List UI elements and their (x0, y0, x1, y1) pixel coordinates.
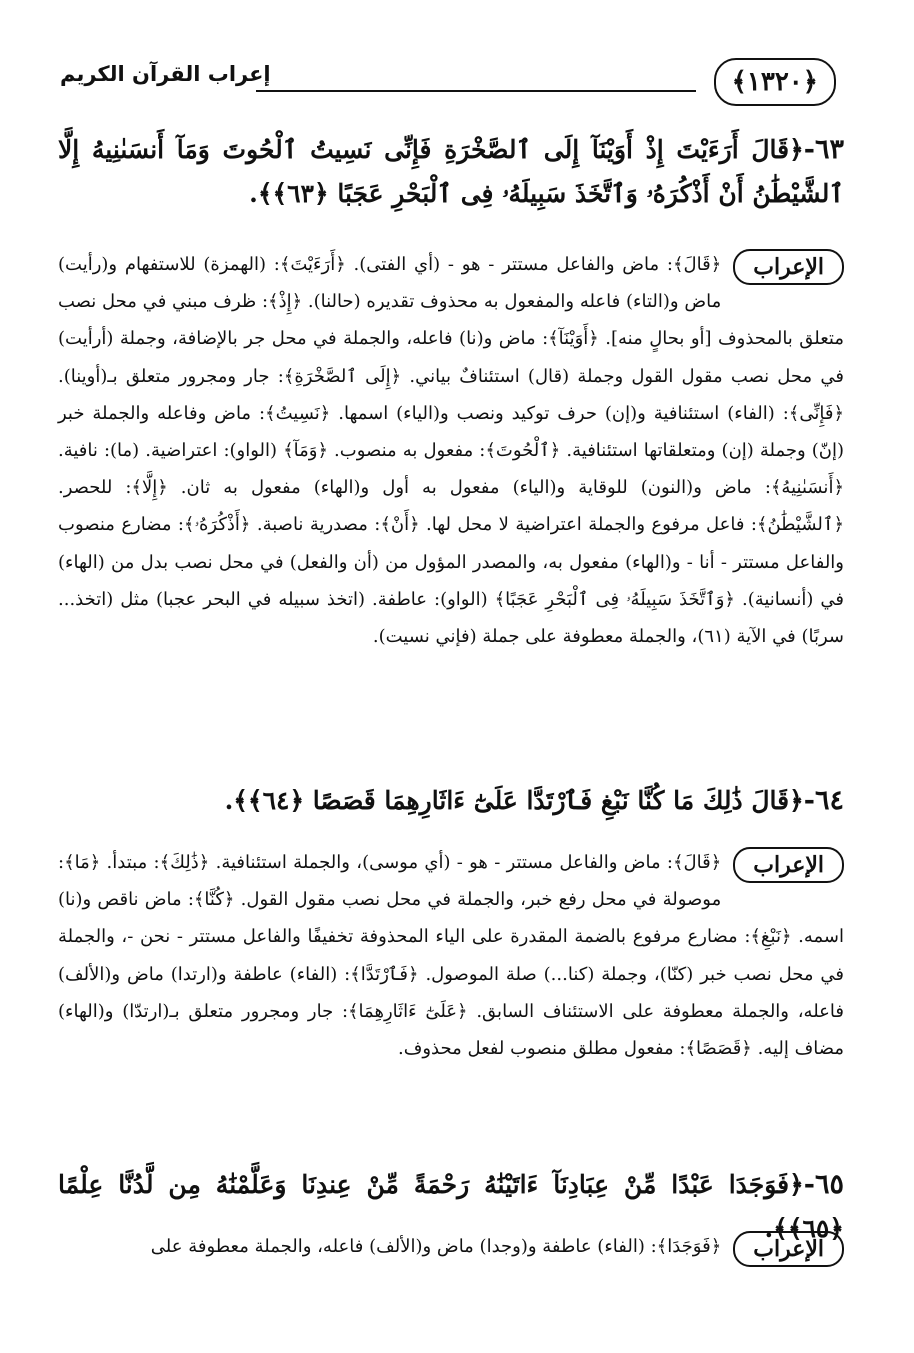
header-rule (256, 90, 696, 92)
verse-63 (58, 128, 844, 216)
irab-label: الإعراب (733, 847, 844, 883)
verse-number: ٦٥- (803, 1169, 844, 1200)
verse-number: ٦٤- (803, 785, 844, 816)
book-title: إعراب القرآن الكريم (60, 62, 271, 86)
irab-block-63 (58, 246, 844, 655)
irab-text: ﴿قَالَ﴾: ماض والفاعل مستتر - هو - (أي موسى)، والجملة استئنافية. ﴿ذَٰلِكَ﴾: مبتدأ. ﴿مَا﴾: موصولة في محل رفع خبر، والجملة في محل نصب مقول القول. ﴿كُنَّا﴾: ماض ناقص و(نا) اسمه. ﴿نَبْغِ﴾: مضارع مرفوع بالضمة المقدرة على الياء المحذوفة تخفيفًا والفاعل مستتر - نحن -، والجملة في محل نصب خبر (كنّا)، وجملة (كنا...) صلة الموصول. ﴿فَٱرْتَدَّا﴾: (الفاء) عاطفة و(ارتدا) ماض و(الألف) فاعله، والجملة معطوفة على الاستئناف السابق. ﴿عَلَىٰٓ ءَاثَارِهِمَا﴾: جار ومجرور متعلق بـ(ارتدّا) و(الهاء) مضاف إليه. ﴿قَصَصًا﴾: مفعول مطلق منصوب لفعل محذوف. (58, 852, 844, 1060)
irab-block-64 (58, 844, 844, 1067)
verse-text: ﴿قَالَ ذَٰلِكَ مَا كُنَّا نَبْغِ فَٱرْتَدَّا عَلَىٰٓ ءَاثَارِهِمَا قَصَصًا ﴿٦٤﴾﴾. (224, 786, 804, 815)
verse-64 (58, 779, 844, 823)
verse-number: ٦٣- (803, 134, 844, 165)
irab-text: ﴿فَوَجَدَا﴾: (الفاء) عاطفة و(وجدا) ماض و(الألف) فاعله، والجملة معطوفة على (150, 1236, 722, 1257)
page-number: ﴿١٣٢٠﴾ (714, 58, 836, 106)
irab-text: ﴿قَالَ﴾: ماض والفاعل مستتر - هو - (أي الفتى). ﴿أَرَءَيْتَ﴾: (الهمزة) للاستفهام و(رأيت) ماض و(التاء) فاعله والمفعول به محذوف تقديره (حالنا). ﴿إِذْ﴾: ظرف مبني في محل نصب متعلق بالمحذوف [أو بحالٍ منه]. ﴿أَوَيْنَآ﴾: ماض و(نا) فاعله، والجملة في محل جر بالإضافة، وجملة (أرأيت) في محل نصب مقول القول وجملة (قال) استئنافٌ بياني. ﴿إِلَى ٱلصَّخْرَةِ﴾: جار ومجرور متعلق بـ(أوينا). ﴿فَإِنِّى﴾: (الفاء) استئنافية و(إن) حرف توكيد ونصب و(الياء) اسمها. ﴿نَسِيتُ﴾: ماض وفاعله والجملة خبر (إنّ) وجملة (إن) ومتعلقاتها استئنافية. ﴿ٱلْحُوتَ﴾: مفعول به منصوب. ﴿وَمَآ﴾ (الواو): اعتراضية. (ما): نافية. ﴿أَنسَىٰنِيهُ﴾: ماض و(النون) للوقاية و(الياء) مفعول به أول و(الهاء) مفعول به ثان. ﴿إِلَّا﴾: للحصر. ﴿ٱلشَّيْطَٰنُ﴾: فاعل مرفوع والجملة اعتراضية لا محل لها. ﴿أَنْ﴾: مصدرية ناصبة. ﴿أَذْكُرَهُۥ﴾: مضارع منصوب والفاعل مستتر - أنا - و(الهاء) مفعول به، والمصدر المؤول من (أن والفعل) في محل نصب بدل من (الهاء) في (أنسانية). ﴿وَٱتَّخَذَ سَبِيلَهُۥ فِى ٱلْبَحْرِ عَجَبًا﴾ (الواو): عاطفة. (اتخذ سبيله في البحر عجبا) مثل (اتخذ... سربًا) في الآية (٦١)، والجملة معطوفة على جملة (فإني نسيت). (58, 254, 844, 648)
page-header (60, 58, 836, 110)
irab-label: الإعراب (733, 1231, 844, 1267)
verse-text: ﴿فَوَجَدَا عَبْدًا مِّنْ عِبَادِنَآ ءَاتَيْنَٰهُ رَحْمَةً مِّنْ عِندِنَا وَعَلَّمْنَٰهُ مِن لَّدُنَّا عِلْمًا ﴿٦٥﴾﴾. (58, 1170, 844, 1243)
verse-text: ﴿قَالَ أَرَءَيْتَ إِذْ أَوَيْنَآ إِلَى ٱلصَّخْرَةِ فَإِنِّى نَسِيتُ ٱلْحُوتَ وَمَآ أَنسَىٰنِيهُ إِلَّا ٱلشَّيْطَٰنُ أَنْ أَذْكُرَهُۥ وَٱتَّخَذَ سَبِيلَهُۥ فِى ٱلْبَحْرِ عَجَبًا ﴿٦٣﴾﴾. (58, 135, 844, 208)
irab-label: الإعراب (733, 249, 844, 285)
irab-block-65 (58, 1228, 844, 1267)
